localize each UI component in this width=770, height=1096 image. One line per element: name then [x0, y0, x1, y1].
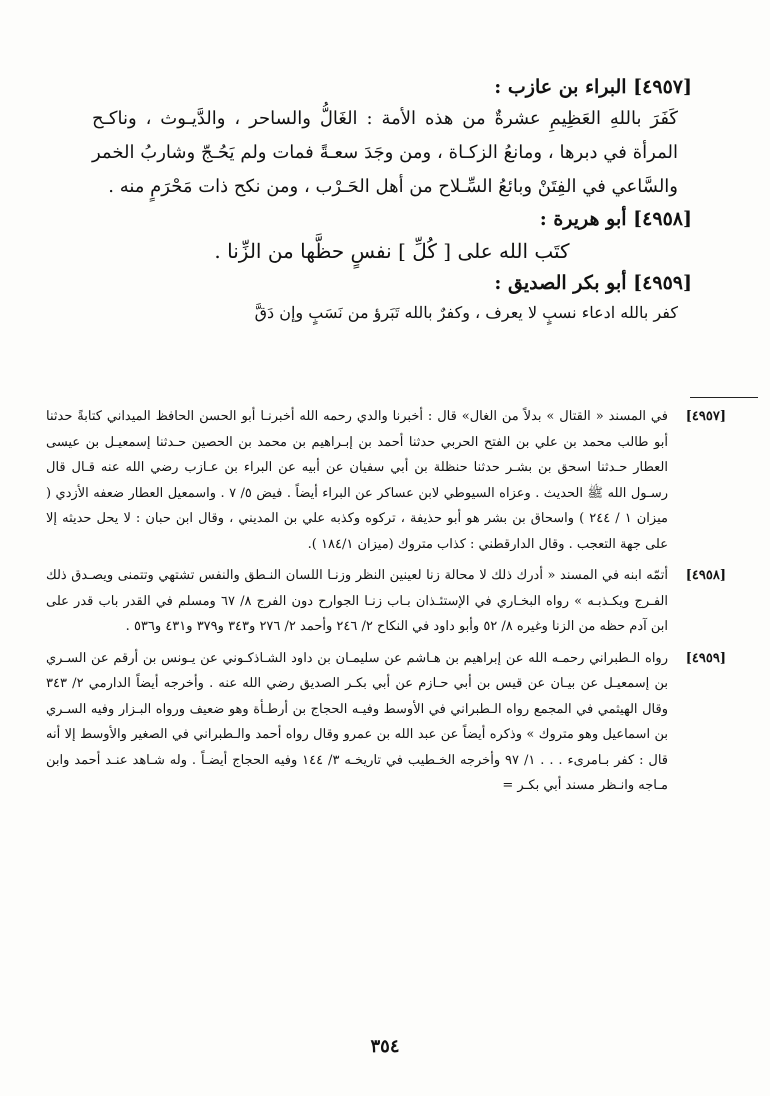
entry-heading: [٤٩٥٧] البراء بن عازب :: [494, 76, 692, 98]
footnotes: [46, 404, 726, 805]
footnote-text: أتمّه ابنه في المسند « أدرك ذلك لا محالة زنا لعينين النظر وزنـا اللسان النـطق والنفس تشتهي وتتمنى ويصـدق ذلك الفـرج ويكـذبـه » رواه البخـاري في الإستئـذان بـاب زنـا الجوارح دون الفرج ٨/ ٦٧ ومسلم في القدر باب قدر على ابن آدم حظه من الزنا وغيره ٨/ ٥٢ وأبو داود في النكاح ٢/ ٢٤٦ وأحمد ٢/ ٢٧٦ و٣٤٣ و٣٧٩ و٤٣١ و٥٣٦ .: [46, 568, 668, 634]
entry-heading: [٤٩٥٨] أبو هريرة :: [539, 208, 692, 230]
footnote-4958: [46, 563, 726, 640]
entry-hadith-text: كَفَرَ باللهِ العَظِيمِ عشرةٌ من هذه الأمة : الغَالُّ والساحر ، والدَّيـوث ، وناكـح المرأة في دبرها ، ومانعُ الزكـاة ، ومن وجَدَ سعـةً فمات ولم يَحُـجّ وشاربُ الخمر والسَّاعي في الفِتَنْ وبائعُ السِّـلاح من أهل الحَـرْب ، ومن نكح ذات مَحْرَمٍ منه .: [92, 108, 678, 197]
footnote-divider: [690, 397, 758, 398]
entry-hadith-text: كفر بالله ادعاء نسبٍ لا يعرف ، وكفرٌ بالله تَبَرؤ من نَسَبٍ وإن دَقَّ: [254, 303, 678, 322]
footnote-text: رواه الـطبراني رحمـه الله عن إبراهيم بن هـاشم عن سليمـان بن داود الشـاذكـوني عن يـونس بن أرقم عن السـري بن إسمعيـل عن بيـان عن قيس بن أبي حـازم عن أبي بكـر الصديق رضي الله عنه . وأخرجه أيضاً الدارمي ٢/ ٣٤٣ وقال الهيثمي في المجمع رواه الـطبراني في الأوسط وفيـه الحجاج بن أرطـأة وهو ضعيف ورواه البـزار وفيه السـري بن اسماعيل وهو متروك » وذكره أيضاً عن عبد الله بن عمرو وقال رواه أحمد والـطبراني في الصغير والأوسط إلا أنه قال : كفر بـامرىء . . . ١/ ٩٧ وأخرجه الخـطيب في تاريخـه ٣/ ١٤٤ وفيه الحجاج أيضـاً . وله شـاهد عنـد أحمد وابن مـاجه وانـظر مسند أبي بكـر =: [46, 650, 669, 793]
footnote-text: في المسند « القتال » بدلاً من الغال» قال : أخبرنا والدي رحمه الله أخبرنـا أبو الحسن الحافظ الميداني كتابةً حدثنا أبو طالب محمد بن علي بن الفتح الحربي حدثنا أحمد بن إبـراهيم بن محمد بن الحصين حـدثنا إسمعيـل بن عيسى العطار حـدثنا اسحق بن بشـر حدثنا حنظلة بن أبي سفيان عن أبيه عن البراء بن عـازب رضي الله عنه قـال قال رسـول الله ﷺ الحديث . وعزاه السيوطي لابن عساكر عن البراء أيضاً . فيض ٥/ ٧ . واسمعيل العطار ضعفه الأزدي ( ميزان ١ / ٢٤٤ ) واسحاق بن بشر هو أبو حذيفة ، تركوه وكذبه علي بن المديني ، وقال ابن حبان : لا يحل حديثه إلا على جهة التعجب . وقال الدارقطني : كذاب متروك (ميزان ١٨٤/١ ).: [46, 409, 668, 552]
entry-hadith-text: كتَب الله على [ كُلِّ ] نفسٍ حظَّها من الزِّنا .: [214, 239, 570, 263]
entry-4959: [92, 268, 692, 328]
page-number: ٣٥٤: [370, 1036, 400, 1057]
main-text: [92, 72, 692, 328]
footnote-4957: [46, 404, 726, 557]
entry-4957: [92, 72, 692, 204]
entry-heading: [٤٩٥٩] أبو بكر الصديق :: [494, 272, 692, 294]
footnote-number: [٤٩٥٨]: [685, 568, 726, 583]
footnote-number: [٤٩٥٩]: [685, 650, 726, 666]
footnote-4959: [46, 646, 726, 799]
footnote-number: [٤٩٥٧]: [685, 409, 726, 424]
entry-4958: [92, 204, 692, 268]
